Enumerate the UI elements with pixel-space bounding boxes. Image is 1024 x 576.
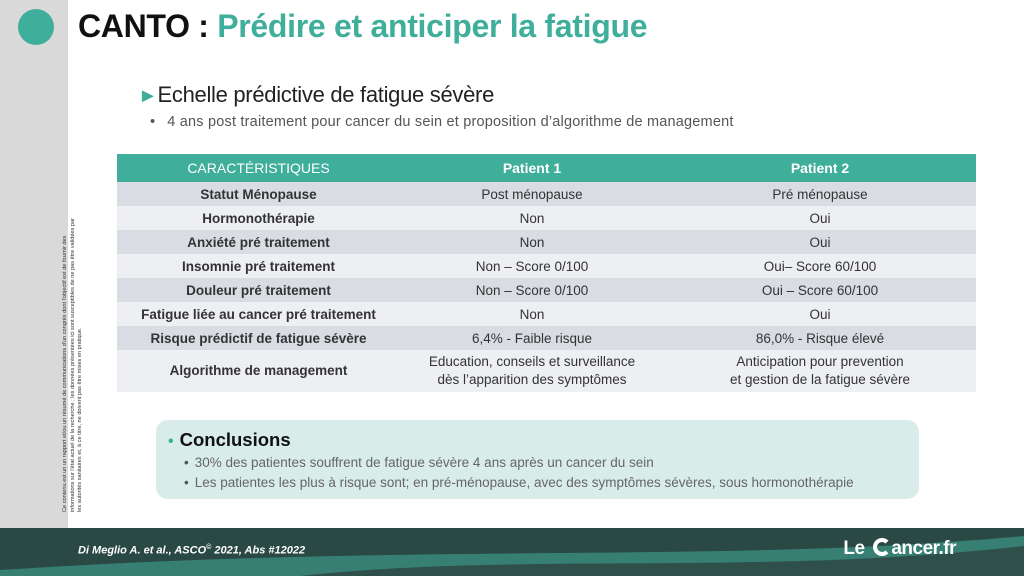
table-row	[117, 206, 976, 230]
citation-sup: ©	[206, 544, 212, 551]
bullet-icon: •	[168, 433, 174, 450]
section-subtitle	[138, 82, 494, 108]
bullet-icon: •	[150, 114, 156, 130]
patient-2-value: Oui– Score 60/100	[664, 254, 976, 278]
subtitle-bullet	[150, 114, 734, 130]
row-label: Insomnie pré traitement	[117, 254, 400, 278]
header-patient-2: Patient 2	[664, 154, 976, 182]
row-label: Risque prédictif de fatigue sévère	[117, 326, 400, 350]
patient-1-value: Non	[400, 230, 664, 254]
patient-1-value: Education, conseils et surveillance dès l’apparition des symptômes	[400, 350, 664, 392]
brand-logo	[843, 538, 956, 560]
patient-2-value: Oui – Score 60/100	[664, 278, 976, 302]
characteristics-table	[117, 154, 976, 392]
brand-left: Le	[843, 538, 870, 559]
conclusions-box	[156, 420, 919, 499]
header-patient-1: Patient 1	[400, 154, 664, 182]
patient-2-value: Oui	[664, 302, 976, 326]
bullet-icon: •	[184, 475, 189, 490]
conclusion-item	[184, 455, 654, 470]
table-row	[117, 326, 976, 350]
patient-1-value: 6,4% - Faible risque	[400, 326, 664, 350]
disclaimer-note: Ce contenu est un un rapport et/ou un résumé de communications d'un congrès dont l'objectif est de fournir des informations sur l'état actuel de la recherche ; les données présentées ici sont susceptibles de ne pas être validées par les autorités sanitaires et, à ce titre, ne doivent pas être mises en pratique.	[62, 218, 84, 512]
table-header-row	[117, 154, 976, 182]
triangle-arrow-icon: ►	[138, 85, 158, 107]
table-row	[117, 230, 976, 254]
table-row	[117, 302, 976, 326]
slide-title	[78, 8, 647, 45]
brand-c-icon	[873, 538, 891, 556]
table-row	[117, 254, 976, 278]
patient-1-value: Non	[400, 302, 664, 326]
row-label: Hormonothérapie	[117, 206, 400, 230]
subtitle-bullet-text: 4 ans post traitement pour cancer du sein et proposition d’algorithme de management	[167, 114, 734, 130]
conclusion-item	[184, 475, 854, 490]
subtitle-text: Echelle prédictive de fatigue sévère	[157, 82, 495, 107]
patient-1-value: Non	[400, 206, 664, 230]
table-row	[117, 350, 976, 392]
row-label: Douleur pré traitement	[117, 278, 400, 302]
conclusions-heading	[168, 429, 291, 451]
title-prefix: CANTO :	[78, 8, 218, 44]
header-characteristics: CARACTÉRISTIQUES	[117, 154, 400, 182]
patient-1-value: Non – Score 0/100	[400, 254, 664, 278]
row-label: Fatigue liée au cancer pré traitement	[117, 302, 400, 326]
reference-citation	[78, 544, 305, 557]
footer-band	[0, 528, 1024, 576]
left-sidebar	[0, 0, 84, 528]
logo-circle-icon	[18, 9, 54, 45]
row-label: Anxiété pré traitement	[117, 230, 400, 254]
patient-2-value: Pré ménopause	[664, 182, 976, 206]
citation-main: Di Meglio A. et al., ASCO	[78, 544, 207, 557]
conclusion-text: Les patientes les plus à risque sont; en pré-ménopause, avec des symptômes sévères, sous hormonothérapie	[194, 475, 854, 490]
row-label: Statut Ménopause	[117, 182, 400, 206]
conclusions-title: Conclusions	[179, 429, 291, 450]
row-label: Algorithme de management	[117, 350, 400, 392]
brand-right: ancer.fr	[891, 538, 956, 559]
table-row	[117, 278, 976, 302]
bullet-icon: •	[184, 455, 189, 470]
patient-1-value: Post ménopause	[400, 182, 664, 206]
patient-2-value: 86,0% - Risque élevé	[664, 326, 976, 350]
conclusion-text: 30% des patientes souffrent de fatigue sévère 4 ans après un cancer du sein	[194, 455, 654, 470]
citation-tail: 2021, Abs #12022	[211, 544, 306, 557]
table-row	[117, 182, 976, 206]
patient-2-value: Anticipation pour prevention et gestion de la fatigue sévère	[664, 350, 976, 392]
patient-1-value: Non – Score 0/100	[400, 278, 664, 302]
title-main: Prédire et anticiper la fatigue	[217, 8, 648, 44]
patient-2-value: Oui	[664, 206, 976, 230]
patient-2-value: Oui	[664, 230, 976, 254]
